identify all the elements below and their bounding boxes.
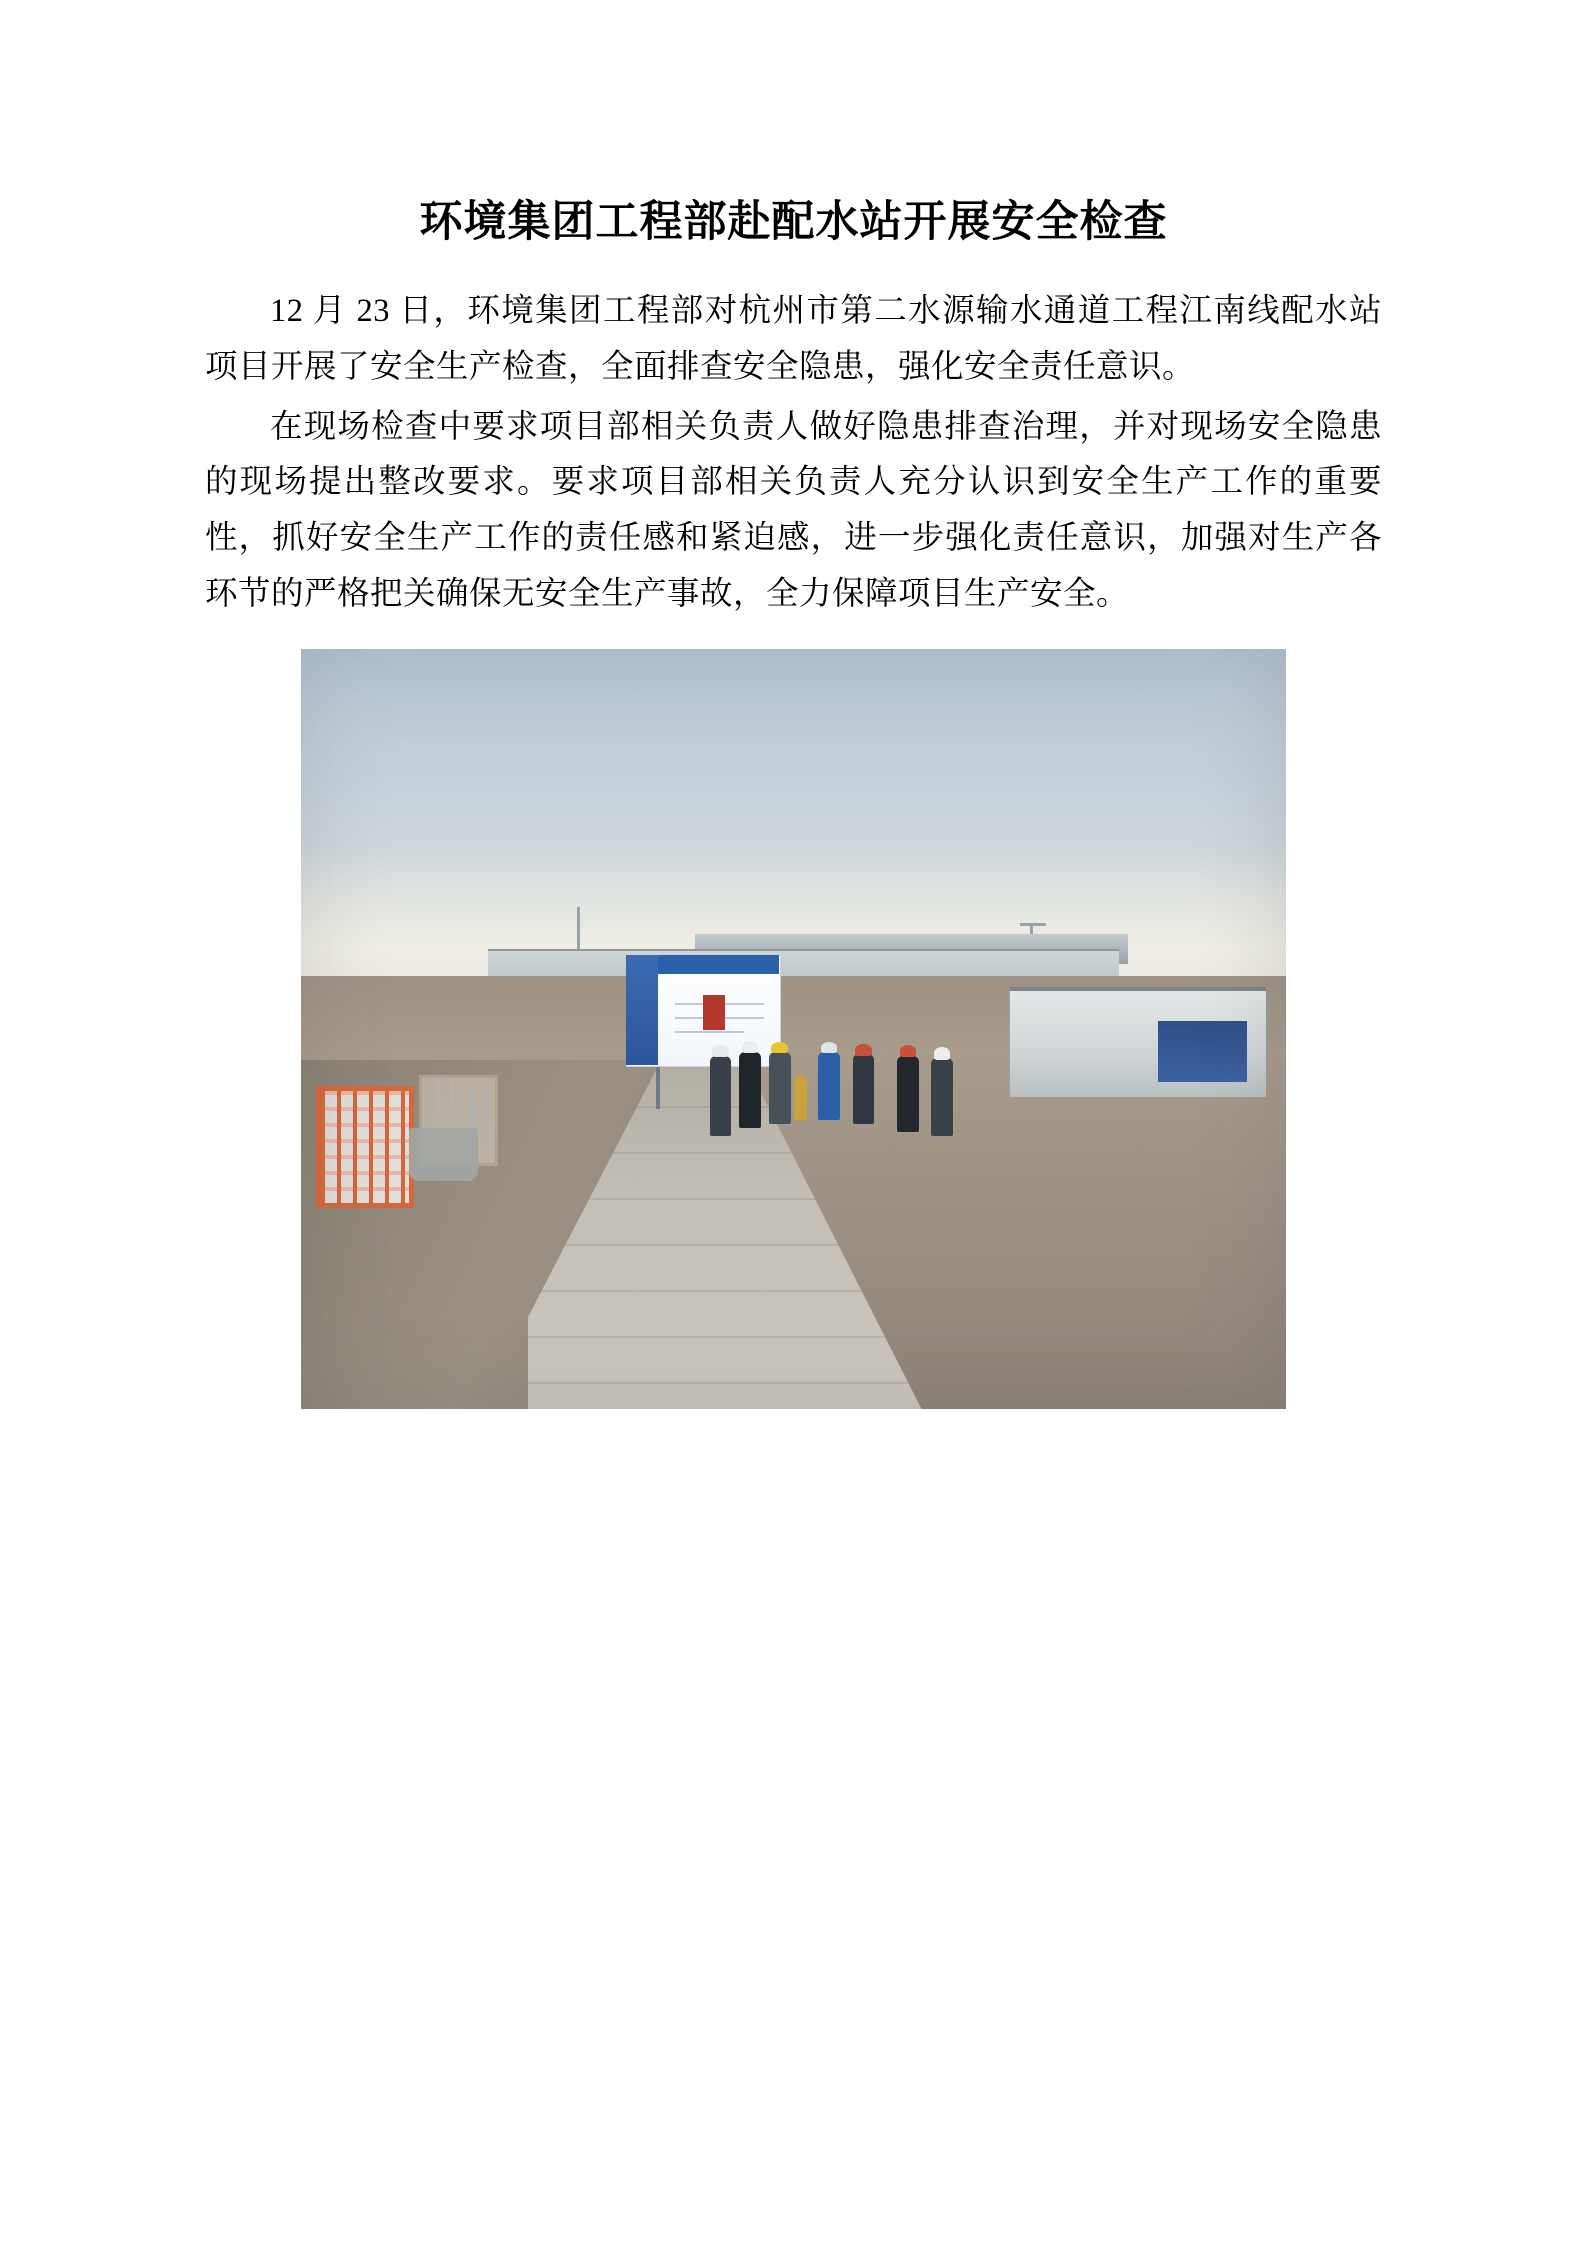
light-pole-arm	[1020, 923, 1046, 926]
document-body	[205, 250, 1382, 623]
page-title: 环境集团工程部赴配水站开展安全检查	[419, 197, 1168, 247]
helmet-yellow	[771, 1042, 787, 1054]
worker-2	[739, 1052, 761, 1128]
orange-safety-fence	[316, 1086, 415, 1208]
wheelbarrow	[409, 1128, 478, 1181]
signboard-text-line-3	[675, 1031, 744, 1033]
worker-8	[794, 1075, 808, 1121]
worker-3	[769, 1052, 791, 1124]
helmet-white-3	[821, 1042, 837, 1053]
worker-7	[931, 1058, 953, 1136]
paragraph-1: 12 月 23 日，环境集团工程部对杭州市第二水源输水通道工程江南线配水站项目开展了安全生产检查，全面排查安全隐患，强化安全责任意识。	[205, 292, 1382, 385]
helmet-red-1	[855, 1044, 871, 1055]
site-inspection-photo	[301, 649, 1286, 1409]
helmet-white-1	[712, 1045, 728, 1058]
helmet-red-2	[900, 1045, 916, 1057]
worker-5	[853, 1054, 875, 1124]
signboard-leg-left	[656, 1063, 660, 1109]
helmet-white-2	[742, 1041, 758, 1053]
worker-4	[818, 1052, 840, 1120]
paragraph-2: 在现场检查中要求项目部相关负责人做好隐患排查治理，并对现场安全隐患的现场提出整改要求。要求项目部相关负责人充分认识到安全生产工作的重要性，抓好安全生产工作的责任感和紧迫感，进一步强化责任意识，加强对生产各环节的严格把关确保无安全生产事故，全力保障项目生产安全。	[205, 408, 1382, 613]
signboard-side-panel	[626, 955, 658, 1065]
worker-6	[897, 1056, 919, 1132]
signboard-red-figure	[703, 995, 725, 1030]
worker-1	[710, 1056, 732, 1136]
helmet-white-4	[934, 1047, 950, 1059]
figure-container	[205, 649, 1382, 1409]
site-gate	[1158, 1021, 1247, 1082]
